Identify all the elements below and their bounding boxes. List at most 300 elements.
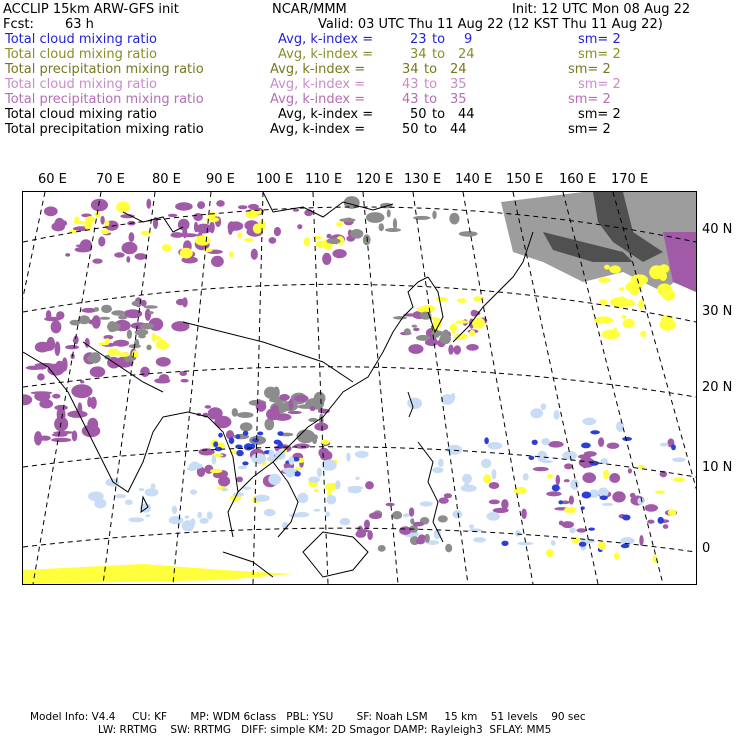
yellow-blob: [619, 287, 625, 291]
purple-blob: [91, 199, 108, 212]
blue-blob: [621, 544, 630, 548]
field-k-end: 24: [458, 47, 475, 62]
purple-blob: [135, 253, 147, 260]
valid-time: Valid: 03 UTC Thu 11 Aug 22 (12 KST Thu 11 Aug 22): [318, 17, 663, 32]
field-name: Total precipitation mixing ratio: [5, 122, 204, 137]
yellow-blob: [156, 342, 170, 349]
purple-blob: [360, 529, 370, 533]
yellow-blob: [571, 537, 579, 544]
lon-label: 160 E: [559, 172, 597, 187]
gray-blob: [392, 511, 402, 519]
light-blue-blob: [541, 460, 553, 463]
gray-blob: [445, 544, 452, 553]
purple-blob: [297, 224, 302, 229]
lon-label: 110 E: [305, 172, 343, 187]
gray-blob: [273, 387, 280, 399]
yellow-blob: [609, 265, 621, 273]
purple-blob: [197, 201, 205, 209]
light-blue-blob: [207, 512, 213, 520]
purple-blob: [193, 213, 203, 221]
gray-blob: [387, 209, 391, 217]
blue-blob: [236, 434, 241, 439]
fcst-label: Fcst:: [3, 17, 34, 32]
light-blue-blob: [269, 450, 275, 458]
gray-blob: [393, 316, 407, 319]
gray-blob: [339, 218, 355, 222]
purple-blob: [607, 443, 620, 449]
light-blue-blob: [115, 494, 127, 498]
field-k-end: 9: [464, 32, 473, 47]
purple-blob: [72, 430, 78, 441]
light-blue-blob: [212, 455, 217, 465]
purple-blob: [146, 199, 151, 209]
lon-label: 120 E: [356, 172, 394, 187]
purple-blob: [126, 256, 130, 263]
yellow-blob: [104, 220, 109, 226]
lat-label: 30 N: [702, 304, 733, 319]
field-name: Total cloud mixing ratio: [5, 32, 158, 47]
light-blue-blob: [551, 540, 556, 546]
purple-blob: [293, 209, 299, 212]
yellow-blob: [229, 251, 234, 257]
purple-blob: [92, 259, 102, 264]
light-blue-blob: [570, 479, 579, 490]
light-blue-blob: [660, 443, 669, 447]
light-blue-blob: [190, 489, 197, 494]
purple-blob: [80, 239, 92, 251]
purple-blob: [466, 344, 479, 351]
light-blue-blob: [243, 487, 252, 490]
coastlines: [23, 192, 533, 577]
purple-blob: [196, 224, 212, 234]
purple-blob: [559, 521, 564, 526]
purple-blob: [122, 242, 138, 254]
purple-blob: [533, 467, 549, 471]
yellow-blob: [623, 319, 635, 328]
light-blue-blob: [145, 514, 150, 517]
map-panel: [22, 191, 697, 585]
light-blue-blob: [554, 410, 560, 420]
purple-blob: [65, 253, 70, 257]
lon-label: 170 E: [611, 172, 649, 187]
purple-blob: [47, 337, 56, 351]
yellow-blob: [516, 487, 526, 494]
yellow-blob: [237, 232, 242, 238]
purple-blob: [175, 202, 193, 210]
blue-blob: [218, 433, 223, 438]
light-blue-blob: [602, 503, 613, 506]
coastline: [238, 332, 393, 492]
blue-blob: [671, 444, 676, 450]
fcst-value: 63 h: [65, 17, 94, 32]
field-k-start: 50: [402, 122, 419, 137]
purple-blob: [34, 431, 42, 445]
field-name: Total cloud mixing ratio: [5, 107, 158, 122]
blue-blob: [236, 450, 243, 456]
purple-blob: [251, 249, 258, 260]
gray-blob: [132, 301, 142, 306]
field-name: Total cloud mixing ratio: [5, 77, 158, 92]
gray-blob: [432, 331, 444, 336]
purple-blob: [562, 521, 574, 528]
purple-blob: [238, 205, 248, 209]
field-name: Total cloud mixing ratio: [5, 47, 158, 62]
purple-blob: [413, 522, 424, 527]
light-blue-blob: [420, 501, 433, 506]
yellow-blob: [116, 201, 130, 212]
gray-blob: [237, 412, 254, 418]
yellow-blob: [594, 316, 613, 323]
yellow-blob: [657, 284, 672, 296]
yellow-blob: [661, 315, 673, 323]
light-blue-blob: [197, 512, 202, 519]
light-blue-blob: [254, 495, 270, 502]
purple-blob: [179, 371, 187, 376]
purple-blob: [90, 397, 97, 409]
yellow-blob: [295, 467, 302, 470]
purple-blob: [546, 491, 561, 496]
gray-blob: [101, 305, 112, 313]
blue-blob: [229, 437, 235, 444]
field-avg-label: Avg, k-index =: [270, 77, 366, 92]
light-blue-blob: [451, 393, 455, 402]
yellow-blob: [614, 552, 619, 560]
gray-blob: [99, 317, 110, 320]
field-name: Total precipitation mixing ratio: [5, 62, 204, 77]
field-name: Total precipitation mixing ratio: [5, 92, 204, 107]
blue-blob: [622, 515, 630, 521]
yellow-blob: [244, 238, 254, 242]
purple-blob: [210, 414, 216, 420]
blue-blob: [213, 441, 218, 447]
gray-blob: [449, 213, 459, 225]
light-blue-blob: [238, 466, 247, 470]
org-label: NCAR/MMM: [272, 2, 347, 17]
yellow-blob: [421, 305, 435, 313]
light-blue-blob: [251, 453, 266, 464]
coastline: [418, 442, 443, 542]
purple-blob: [663, 524, 669, 529]
purple-blob: [80, 380, 84, 383]
light-blue-blob: [182, 520, 195, 531]
light-blue-blob: [562, 451, 577, 460]
purple-blob: [205, 405, 212, 409]
purple-blob: [416, 538, 425, 544]
lon-label: 100 E: [256, 172, 294, 187]
yellow-blob: [98, 342, 109, 345]
purple-blob: [51, 438, 71, 442]
light-blue-blob: [289, 513, 302, 517]
lon-label: 80 E: [152, 172, 181, 187]
yellow-blob: [450, 325, 458, 331]
purple-blob: [501, 499, 508, 509]
light-blue-blob: [481, 459, 491, 469]
field-k-end: 44: [450, 122, 467, 137]
longitude-line: [23, 192, 45, 584]
light-blue-blob: [488, 442, 503, 449]
gray-blob: [379, 223, 384, 231]
purple-blob: [448, 345, 453, 355]
purple-blob: [645, 504, 658, 512]
purple-blob: [44, 317, 61, 322]
purple-blob: [271, 405, 279, 414]
purple-blob: [556, 475, 561, 485]
yellow-blob: [74, 216, 79, 222]
light-blue-blob: [264, 509, 276, 516]
yellow-blob: [622, 315, 627, 319]
light-blue-blob: [438, 459, 444, 467]
blue-blob: [658, 517, 664, 524]
purple-blob: [322, 253, 331, 265]
field-smoothing: sm= 2: [578, 107, 621, 122]
field-shading: [23, 192, 696, 584]
yellow-blob: [638, 300, 644, 310]
purple-blob: [294, 395, 309, 402]
light-blue-blob: [348, 487, 362, 493]
purple-blob: [564, 463, 573, 469]
field-k-to: to: [432, 107, 446, 122]
light-blue-blob: [340, 518, 351, 525]
yellow-blob: [336, 222, 343, 227]
light-blue-blob: [530, 408, 543, 418]
purple-blob: [413, 328, 420, 332]
purple-blob: [582, 472, 596, 483]
light-blue-blob: [672, 458, 686, 463]
purple-blob: [489, 500, 500, 505]
light-blue-blob: [616, 421, 624, 432]
yellow-blob: [101, 229, 110, 234]
purple-blob: [82, 425, 101, 438]
map-canvas: [23, 192, 696, 584]
purple-blob: [211, 256, 224, 267]
purple-blob: [364, 520, 370, 529]
purple-blob: [439, 497, 449, 503]
field-k-start: 34: [410, 47, 427, 62]
purple-blob: [576, 528, 586, 532]
yellow-blob: [483, 474, 491, 483]
blue-blob: [622, 437, 632, 441]
light-blue-blob: [487, 512, 501, 521]
light-blue-blob: [297, 493, 308, 503]
gray-blob: [459, 231, 478, 237]
light-blue-blob: [335, 480, 340, 489]
light-blue-blob: [317, 468, 322, 478]
light-blue-blob: [355, 477, 360, 481]
purple-blob: [613, 477, 619, 483]
yellow-blob: [455, 320, 469, 324]
yellow-blob: [613, 327, 618, 336]
purple-blob: [369, 512, 382, 519]
purple-blob: [564, 479, 570, 482]
gray-blob: [350, 229, 363, 239]
gray-blob: [146, 345, 151, 351]
yellow-blob: [210, 454, 223, 457]
lon-label: 90 E: [206, 172, 235, 187]
light-blue-blob: [469, 524, 474, 528]
purple-blob: [216, 200, 225, 207]
gray-blob: [89, 352, 101, 363]
lat-label: 40 N: [702, 222, 733, 237]
purple-blob: [409, 507, 414, 516]
gray-blob: [413, 216, 430, 220]
yellow-band: [23, 564, 293, 584]
yellow-blob: [210, 469, 222, 473]
light-blue-blob: [515, 530, 521, 537]
field-k-to: to: [432, 32, 446, 47]
yellow-blob: [655, 490, 665, 494]
blue-blob: [590, 430, 600, 434]
yellow-blob: [604, 265, 610, 270]
field-smoothing: sm= 2: [568, 122, 611, 137]
light-blue-blob: [185, 515, 190, 518]
purple-blob: [90, 366, 106, 377]
light-blue-blob: [473, 537, 486, 542]
yellow-blob: [603, 470, 609, 480]
light-blue-blob: [289, 456, 295, 465]
purple-blob: [583, 464, 588, 468]
purple-blob: [408, 344, 423, 354]
purple-blob: [453, 345, 461, 354]
light-blue-blob: [523, 473, 529, 480]
gray-blob: [148, 311, 153, 314]
light-blue-blob: [326, 495, 336, 505]
blue-blob: [588, 528, 595, 531]
purple-blob: [71, 384, 92, 398]
gray-blob: [312, 434, 318, 440]
blue-blob: [552, 484, 560, 491]
light-blue-blob: [188, 463, 202, 469]
field-k-to: to: [424, 77, 438, 92]
light-blue-blob: [172, 506, 177, 514]
purple-blob: [489, 482, 500, 489]
gray-blob: [327, 238, 341, 244]
field-smoothing: sm= 2: [578, 32, 621, 47]
light-blue-blob: [283, 468, 296, 474]
yellow-blob: [457, 298, 467, 303]
field-avg-label: Avg, k-index =: [270, 122, 366, 137]
purple-blob: [521, 509, 526, 520]
blue-blob: [529, 456, 535, 460]
purple-blob: [612, 491, 625, 502]
yellow-blob: [598, 278, 610, 283]
yellow-blob: [436, 297, 448, 302]
purple-blob: [386, 503, 395, 507]
field-k-start: 43: [402, 77, 419, 92]
yellow-blob: [668, 509, 676, 516]
purple-blob: [269, 237, 277, 244]
yellow-blob: [195, 235, 211, 245]
purple-blob: [65, 345, 79, 349]
field-k-start: 34: [402, 62, 419, 77]
gray-blob: [94, 307, 99, 312]
lon-label: 130 E: [404, 172, 442, 187]
lat-label: 10 N: [702, 460, 733, 475]
field-k-start: 23: [410, 32, 427, 47]
field-avg-label: Avg, k-index =: [270, 92, 366, 107]
model-info-line2: LW: RRTMG SW: RRTMG DIFF: simple KM: 2D Smagor DAMP: Rayleigh3 SFLAY: MM5: [98, 724, 552, 736]
purple-blob: [367, 530, 373, 540]
lat-label: 0: [702, 541, 711, 556]
blue-blob: [579, 542, 587, 547]
field-smoothing: sm= 2: [568, 92, 611, 107]
purple-blob: [55, 341, 61, 356]
field-smoothing: sm= 2: [578, 77, 621, 92]
purple-blob: [444, 493, 452, 498]
purple-blob: [182, 297, 188, 307]
light-blue-blob: [569, 527, 576, 533]
purple-blob: [598, 437, 604, 447]
longitude-line: [313, 192, 328, 584]
purple-blob: [314, 423, 328, 431]
yellow-blob: [162, 244, 172, 251]
light-blue-blob: [139, 488, 145, 491]
purple-blob: [52, 433, 68, 437]
purple-blob: [98, 236, 105, 246]
field-smoothing: sm= 2: [568, 62, 611, 77]
yellow-blob: [312, 236, 322, 239]
lon-label: 60 E: [38, 172, 67, 187]
light-blue-blob: [128, 517, 144, 522]
blue-blob: [252, 438, 259, 442]
yellow-blob: [203, 248, 212, 252]
light-blue-blob: [541, 438, 550, 445]
yellow-blob: [118, 352, 129, 357]
light-blue-blob: [169, 516, 184, 524]
light-blue-blob: [313, 509, 320, 512]
purple-blob: [228, 222, 233, 235]
light-blue-blob: [94, 499, 106, 509]
yellow-blob: [304, 237, 310, 246]
lon-label: 150 E: [506, 172, 544, 187]
purple-blob: [100, 216, 104, 225]
purple-blob: [37, 373, 45, 380]
model-title: ACCLIP 15km ARW-GFS init: [3, 2, 179, 17]
blue-blob: [274, 440, 282, 445]
gray-blob: [140, 323, 154, 330]
light-blue-blob: [462, 474, 472, 484]
purple-blob: [23, 394, 32, 405]
gray-blob: [232, 408, 238, 417]
yellow-blob: [659, 271, 667, 281]
coastline: [183, 322, 353, 382]
gray-blob: [111, 310, 125, 315]
coastline: [393, 277, 428, 332]
light-blue-blob: [308, 476, 320, 482]
purple-blob: [628, 468, 632, 473]
blue-blob: [532, 440, 538, 445]
purple-blob: [399, 526, 411, 535]
field-k-to: to: [424, 92, 438, 107]
purple-blob: [56, 361, 64, 369]
blue-blob: [257, 432, 263, 436]
light-blue-blob: [452, 510, 462, 518]
field-k-to: to: [424, 62, 438, 77]
field-k-end: 24: [450, 62, 467, 77]
light-blue-blob: [541, 403, 547, 410]
yellow-blob: [253, 224, 263, 234]
field-k-to: to: [424, 122, 438, 137]
blue-blob: [501, 541, 508, 546]
light-blue-blob: [407, 398, 422, 409]
purple-blob: [181, 233, 198, 237]
light-blue-blob: [221, 488, 228, 491]
coastline: [303, 532, 368, 577]
field-avg-label: Avg, k-index =: [278, 32, 374, 47]
light-blue-blob: [268, 474, 281, 485]
gray-blob: [107, 321, 117, 332]
purple-blob: [279, 394, 290, 401]
gray-blob: [366, 212, 384, 223]
